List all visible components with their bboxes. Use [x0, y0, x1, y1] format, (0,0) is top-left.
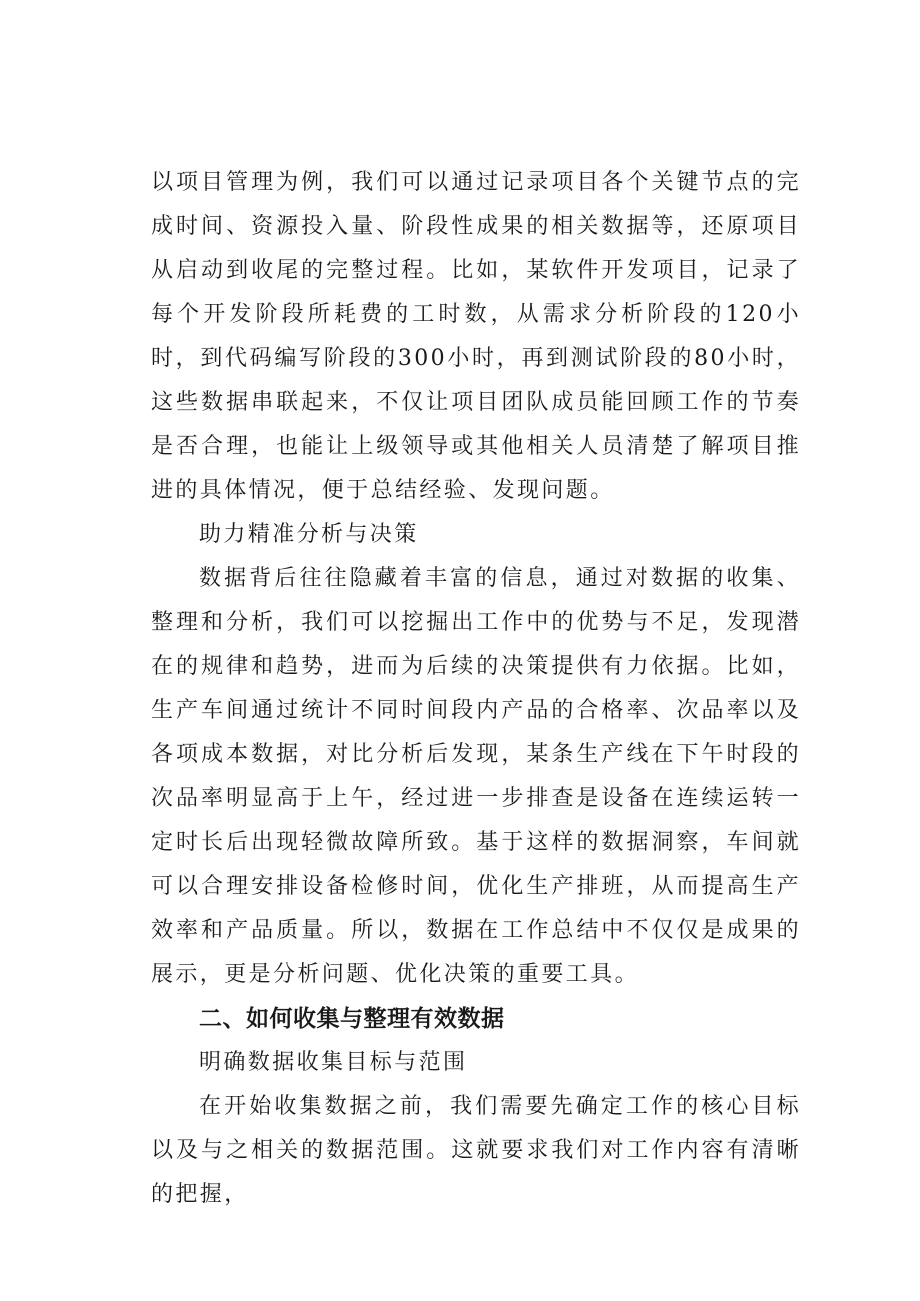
subheading-collection-goal: 明确数据收集目标与范围 — [199, 1050, 468, 1075]
paragraph-collection-scope: 在开始收集数据之前，我们需要先确定工作的核心目标以及与之相关的数据范围。这就要求我们对工作内容有清晰的把握， — [151, 1094, 801, 1207]
document-body — [151, 161, 801, 1217]
section-title-collect-organize: 二、如何收集与整理有效数据 — [199, 1006, 505, 1032]
paragraph-data-insight: 数据背后往往隐藏着丰富的信息，通过对数据的收集、整理和分析，我们可以挖掘出工作中的优势与不足，发现潜在的规律和趋势，进而为后续的决策提供有力依据。比如，生产车间通过统计不同时间段内产品的合格率、次品率以及各项成本数据，对比分析后发现，某条生产线在下午时段的次品率明显高于上午，经过进一步排查是设备在连续运转一定时长后出现轻微故障所致。基于这样的数据洞察，车间就可以合理安排设备检修时间，优化生产排班，从而提高生产效率和产品质量。所以，数据在工作总结中不仅仅是成果的展示，更是分析问题、优化决策的重要工具。 — [151, 566, 801, 987]
subheading-analysis-decision: 助力精准分析与决策 — [199, 522, 419, 547]
paragraph-project-management: 以项目管理为例，我们可以通过记录项目各个关键节点的完成时间、资源投入量、阶段性成果的相关数据等，还原项目从启动到收尾的完整过程。比如，某软件开发项目，记录了每个开发阶段所耗费的工时数，从需求分析阶段的120小时，到代码编写阶段的300小时，再到测试阶段的80小时，这些数据串联起来，不仅让项目团队成员能回顾工作的节奏是否合理，也能让上级领导或其他相关人员清楚了解项目推进的具体情况，便于总结经验、发现问题。 — [151, 170, 801, 503]
